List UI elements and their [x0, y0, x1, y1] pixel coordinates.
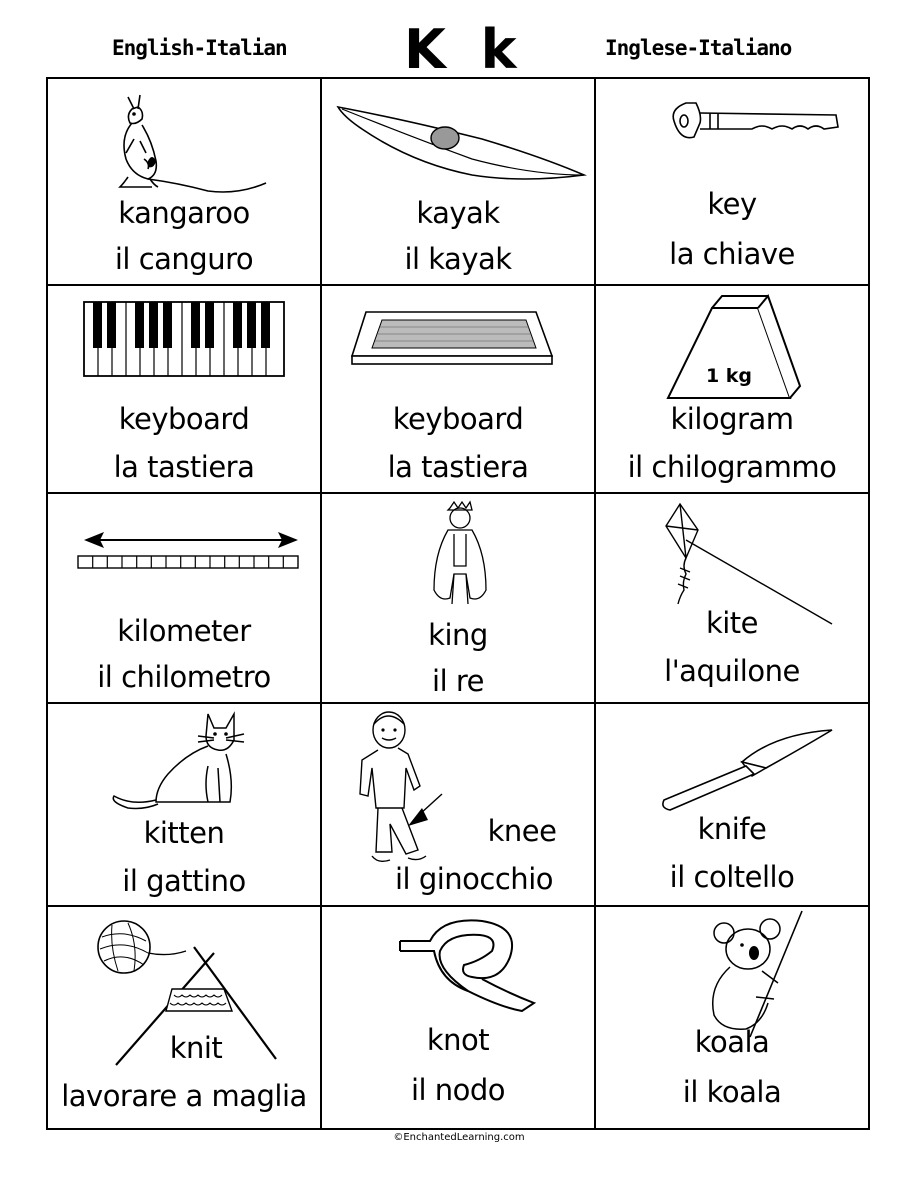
page-header — [0, 0, 918, 82]
card-kilogram — [596, 286, 868, 494]
card-italian-word: il re — [432, 664, 484, 698]
card-english-word: kilometer — [117, 614, 251, 648]
card-english-word: kilogram — [670, 402, 794, 436]
weight-label: 1 kg — [705, 365, 753, 387]
card-italian-word: il chilometro — [97, 660, 271, 694]
card-italian-word: il ginocchio — [395, 862, 553, 896]
card-knit — [48, 907, 322, 1128]
card-italian-word: il nodo — [410, 1073, 506, 1107]
card-english-word: knot — [426, 1023, 490, 1057]
card-english-word: knit — [169, 1031, 223, 1065]
header-right-title: Inglese-Italiano — [605, 36, 792, 60]
card-english-word: knife — [697, 812, 767, 846]
copyright-footer: ©EnchantedLearning.com — [393, 1132, 525, 1143]
header-left-title: English-Italian — [112, 36, 287, 60]
card-italian-word: il koala — [682, 1075, 782, 1109]
card-knee — [322, 704, 596, 907]
card-italian-word: il chilogrammo — [627, 450, 837, 484]
card-english-word: key — [707, 187, 757, 221]
card-english-word: kite — [705, 606, 759, 640]
card-english-word: kayak — [416, 196, 500, 230]
card-italian-word: il kayak — [404, 242, 512, 276]
card-italian-word: la chiave — [669, 237, 795, 271]
card-english-word: king — [428, 618, 488, 652]
card-english-word: knee — [487, 814, 557, 848]
card-italian-word: il coltello — [669, 860, 795, 894]
card-italian-word: la tastiera — [387, 450, 529, 484]
card-keyboard-piano — [48, 286, 322, 494]
card-english-word: keyboard — [118, 402, 250, 436]
card-kayak — [322, 79, 596, 286]
card-english-word: kitten — [143, 816, 225, 850]
card-italian-word: lavorare a maglia — [61, 1079, 307, 1113]
card-king — [322, 494, 596, 704]
card-kitten — [48, 704, 322, 907]
card-english-word: keyboard — [392, 402, 524, 436]
card-english-word: kangaroo — [118, 196, 250, 230]
card-knot — [322, 907, 596, 1128]
card-italian-word: il canguro — [114, 242, 254, 276]
card-kilometer — [48, 494, 322, 704]
card-koala — [596, 907, 868, 1128]
card-italian-word: la tastiera — [113, 450, 255, 484]
card-italian-word: il gattino — [122, 864, 246, 898]
card-kite — [596, 494, 868, 704]
card-italian-word: l'aquilone — [664, 654, 800, 688]
card-key — [596, 79, 868, 286]
card-kangaroo — [48, 79, 322, 286]
card-knife — [596, 704, 868, 907]
card-english-word: koala — [694, 1025, 770, 1059]
vocabulary-grid — [46, 77, 870, 1130]
header-letter: K k — [404, 18, 525, 81]
card-keyboard-computer — [322, 286, 596, 494]
